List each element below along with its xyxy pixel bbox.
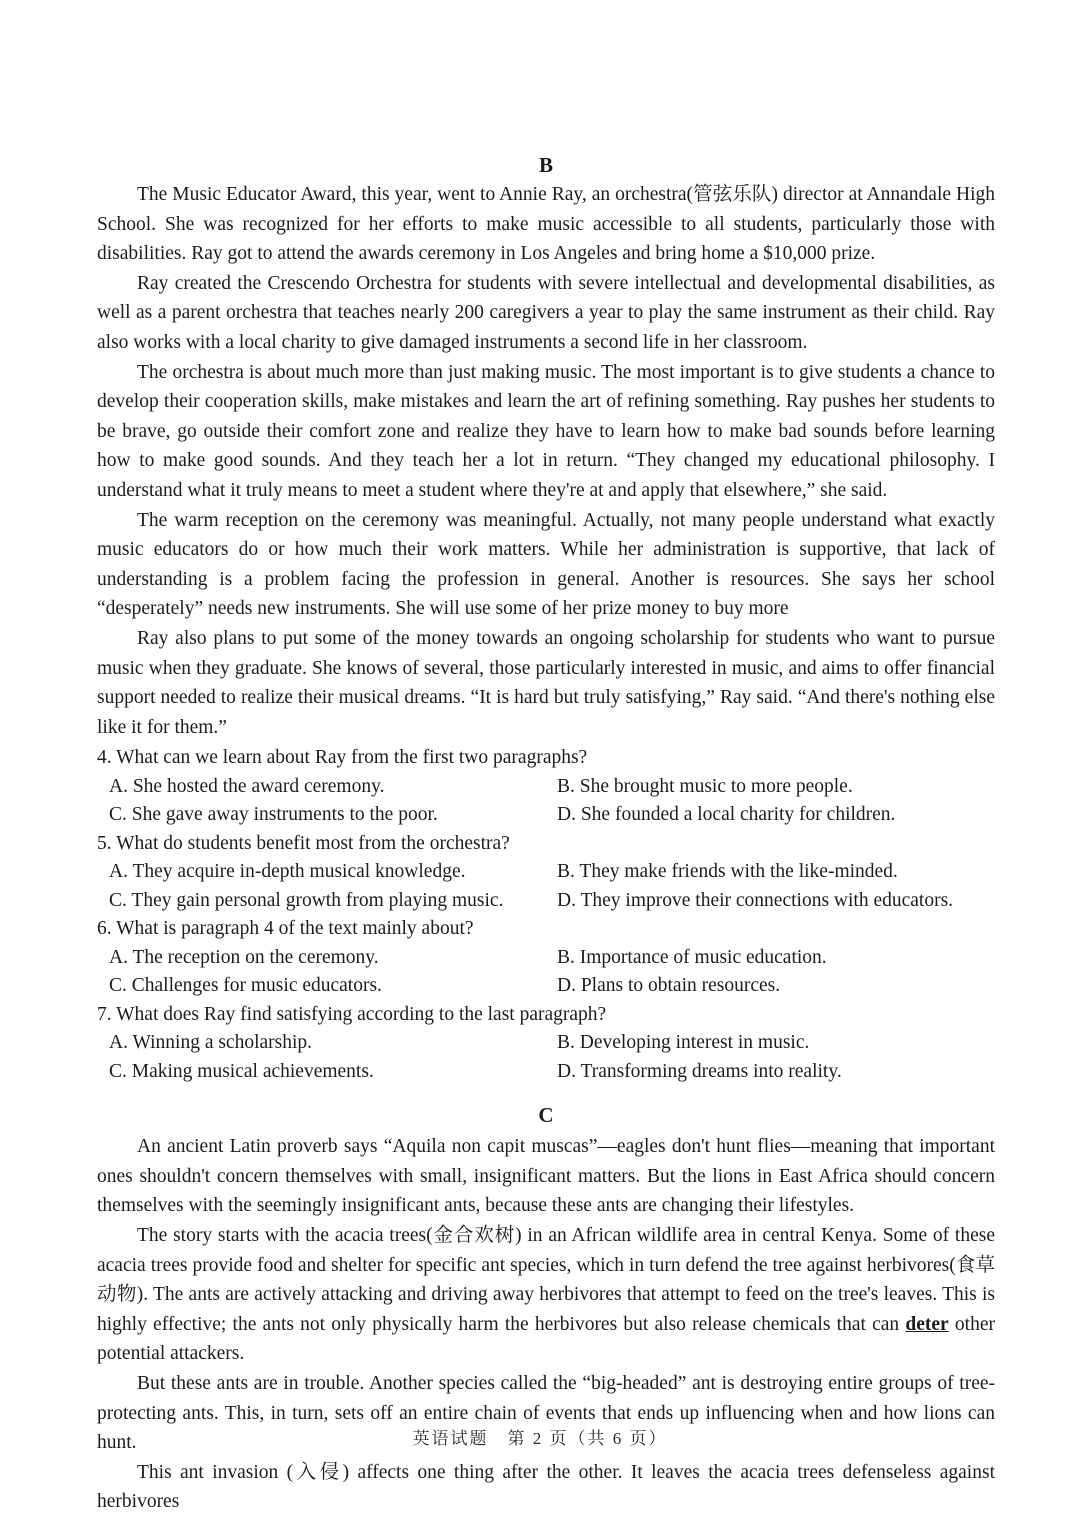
passage-b-paragraph-1: The Music Educator Award, this year, went to Annie Ray, an orchestra(管弦乐队) director at Annandale High School. She was recognized for her efforts to make music accessible to all students, particularly those with disabilities. Ray got to attend the awards ceremony in Los Angeles and bring home a $10,000 prize. [97, 184, 995, 265]
question-4-option-a: A. She hosted the award ceremony. [109, 775, 385, 797]
section-c-heading: C [538, 1103, 554, 1128]
question-4-option-d: D. She founded a local charity for children. [557, 804, 896, 826]
question-4: 4. What can we learn about Ray from the first two paragraphs? [97, 747, 588, 769]
passage-c-paragraph-3: But these ants are in trouble. Another species called the “big-headed” ant is destroying entire groups of tree-protecting ants. This, in turn, sets off an entire chain of events that ends up influencing when and how lions can hunt. [97, 1373, 995, 1454]
question-5-options-row-2 [97, 887, 995, 916]
passage-c-paragraph-4: This ant invasion (入侵) affects one thing after the other. It leaves the acacia trees defenseless against herbivores [97, 1461, 995, 1513]
passage-c-paragraph-2-pre: The story starts with the acacia trees(金合欢树) in an African wildlife area in central Kenya. Some of these acacia trees provide food and shelter for specific ant species, which in turn defend the tree against herbivores(食草动物). The ants are actively attacking and driving away herbivores that attempt to feed on the tree's leaves. This is highly effective; the ants not only physically harm the herbivores but also release chemicals that can [97, 1225, 995, 1335]
question-7-option-d: D. Transforming dreams into reality. [557, 1060, 842, 1082]
passage-b-paragraph-4: The warm reception on the ceremony was meaningful. Actually, not many people understand what exactly music educators do or how much their work matters. While her administration is supportive, that lack of understanding is a problem facing the profession in general. Another is resources. She says her school “desperately” needs new instruments. She will use some of her prize money to buy more [97, 509, 995, 620]
section-b-heading: B [538, 153, 553, 177]
question-5-options-row-1 [97, 858, 995, 887]
question-4-options-row-1 [97, 773, 995, 802]
question-6-option-c: C. Challenges for music educators. [109, 975, 382, 997]
question-6-option-a: A. The reception on the ceremony. [109, 946, 379, 968]
passage-c-paragraph-1: An ancient Latin proverb says “Aquila non capit muscas”—eagles don't hunt flies—meaning that important ones shouldn't concern themselves with small, insignificant matters. But the lions in East Africa should concern themselves with the seemingly insignificant ants, because these ants are changing their lifestyles. [97, 1136, 995, 1217]
question-6-options-row-2 [97, 972, 995, 1001]
question-5: 5. What do students benefit most from the orchestra? [97, 832, 510, 854]
question-7: 7. What does Ray find satisfying according to the last paragraph? [97, 1003, 607, 1025]
question-6-option-b: B. Importance of music education. [557, 946, 827, 968]
passage-b-paragraph-3: The orchestra is about much more than just making music. The most important is to give students a chance to develop their cooperation skills, make mistakes and learn the art of refining something. Ray pushes her students to be brave, go outside their comfort zone and realize they have to learn how to make bad sounds before learning how to make good sounds. And they teach her a lot in return. “They changed my educational philosophy. I understand what it truly means to meet a student where they're at and apply that elsewhere,” she said. [97, 361, 995, 501]
question-5-option-c: C. They gain personal growth from playing music. [109, 889, 504, 911]
question-7-options-row-2 [97, 1058, 995, 1087]
vocab-keyword-deter: deter [905, 1313, 949, 1335]
question-6: 6. What is paragraph 4 of the text mainly about? [97, 918, 474, 940]
passage-c-paragraph-2 [97, 1221, 995, 1369]
question-6-options-row-1 [97, 944, 995, 973]
question-7-option-b: B. Developing interest in music. [557, 1032, 810, 1054]
question-7-options-row-1 [97, 1029, 995, 1058]
passage-b-paragraph-2: Ray created the Crescendo Orchestra for students with severe intellectual and developmental disabilities, as well as a parent orchestra that teaches nearly 200 caregivers a year to play the same instrument as their child. Ray also works with a local charity to give damaged instruments a second life in her classroom. [97, 272, 995, 353]
page-footer: 英语试题 第 2 页（共 6 页） [412, 1429, 668, 1448]
question-5-option-a: A. They acquire in-depth musical knowledge. [109, 861, 466, 883]
question-block-b [97, 744, 995, 1086]
question-4-options-row-2 [97, 801, 995, 830]
question-4-option-c: C. She gave away instruments to the poor. [109, 804, 438, 826]
passage-b-paragraph-5: Ray also plans to put some of the money towards an ongoing scholarship for students who want to pursue music when they graduate. She knows of several, those particularly interested in music, and aims to offer financial support needed to realize their musical dreams. “It is hard but truly satisfying,” Ray said. “And there's nothing else like it for them.” [97, 627, 995, 738]
question-5-option-d: D. They improve their connections with educators. [557, 889, 954, 911]
question-5-option-b: B. They make friends with the like-minded. [557, 861, 898, 883]
question-6-option-d: D. Plans to obtain resources. [557, 975, 781, 997]
question-7-option-c: C. Making musical achievements. [109, 1060, 374, 1082]
question-4-option-b: B. She brought music to more people. [557, 775, 853, 797]
passage-c-paragraph-2-post: other potential attackers. [97, 1313, 995, 1365]
question-7-option-a: A. Winning a scholarship. [109, 1032, 313, 1054]
